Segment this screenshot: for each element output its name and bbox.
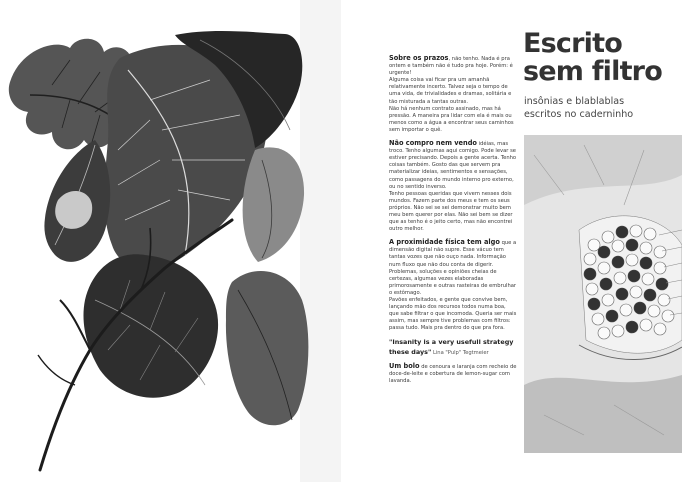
lead-ideas: Não compro nem vendo xyxy=(389,139,477,148)
pull-quote xyxy=(389,338,517,356)
page-subtitle xyxy=(524,95,682,121)
right-page xyxy=(341,0,682,482)
article-column xyxy=(389,55,517,391)
subtitle-line-1: insônias e blablablas xyxy=(524,96,625,107)
paragraph-proximity xyxy=(389,239,517,332)
lead-proximity: A proximidade física tem algo xyxy=(389,238,500,247)
lead-cake: Um bolo xyxy=(389,361,420,370)
quote-author: Lina "Pulp" Tegtmeier xyxy=(431,349,489,356)
paragraph-text: , não tenho. Nada é pra ontem e também não é tudo pra hoje. Porém: é urgente! xyxy=(389,56,513,77)
lead-deadlines: Sobre os prazos xyxy=(389,54,449,62)
paragraph-text: Tenho pessoas queridas que vivem nesses dois mundos. Fazem parte dos meus e tem os seus próprios. Não sei se sei demonstrar muito bem meu bem querer por elas. Não sei bem se dizer que as tenho é o jeito certo, mas não encontrei outro melhor. xyxy=(389,190,513,233)
title-line-1: Escrito xyxy=(523,28,622,59)
paragraph-deadlines xyxy=(389,55,517,134)
page-title xyxy=(523,30,682,86)
paragraph-text: idéias, mas troco. Tenho algumas aqui comigo. Pode levar se estiver precisando. Depois a gente acerta. Tenho coisas também. Gosto das que servem pra materializar ideias, sentimentos e sensações, como passagens do mundo interno pro externo, ou no sentido inverso. xyxy=(389,141,517,190)
paragraph-text: Pavões enfeitados, e gente que convive bem, lançando mão dos recursos todos numa boa, que sabe filtrar o que incomoda. Queria ser mais assim, mas sempre tive problemas com filtros: passa tudo. Mais pra dentro do que pra fora. xyxy=(389,297,517,332)
paragraph-ideas xyxy=(389,140,517,233)
quote-text: "Insanity is a very usefull strategy these days" xyxy=(389,338,514,356)
title-line-2: sem filtro xyxy=(523,56,662,87)
rolled-papers-bundle-photo xyxy=(524,135,682,453)
paragraph-text: que a dimensão digital não supre. Esse vácuo tem tantas vozes que não ouço nada. Informação num fluxo que não dou conta de digerir. Problemas, soluções e opiniões cheias de certezas, algumas vezes elaboradas primorosamente e outras rasteiras de embrulhar o estômago. xyxy=(389,240,517,296)
paragraph-text: de cenoura e laranja com recheio de doce-de-leite e cobertura de lemon-sugar com lavanda. xyxy=(389,363,517,384)
paragraph-text: Não há nenhum contrato assinado, mas há pressão. A maneira pra lidar com ela é mais ou menos como a água a encontrar seus caminhos sem importar o quê. xyxy=(389,105,514,133)
bundle-ends xyxy=(579,216,682,353)
rolled-papers-photo-art xyxy=(524,135,682,453)
paragraph-text: Alguma coisa vai ficar pra um amanhã relativamente incerto. Talvez seja o tempo de uma vida, de trivialidades e dramas, solitária e tão misturada a tantas outras. xyxy=(389,77,512,105)
paragraph-cake xyxy=(389,363,517,385)
subtitle-line-2: escritos no caderninho xyxy=(524,109,634,120)
